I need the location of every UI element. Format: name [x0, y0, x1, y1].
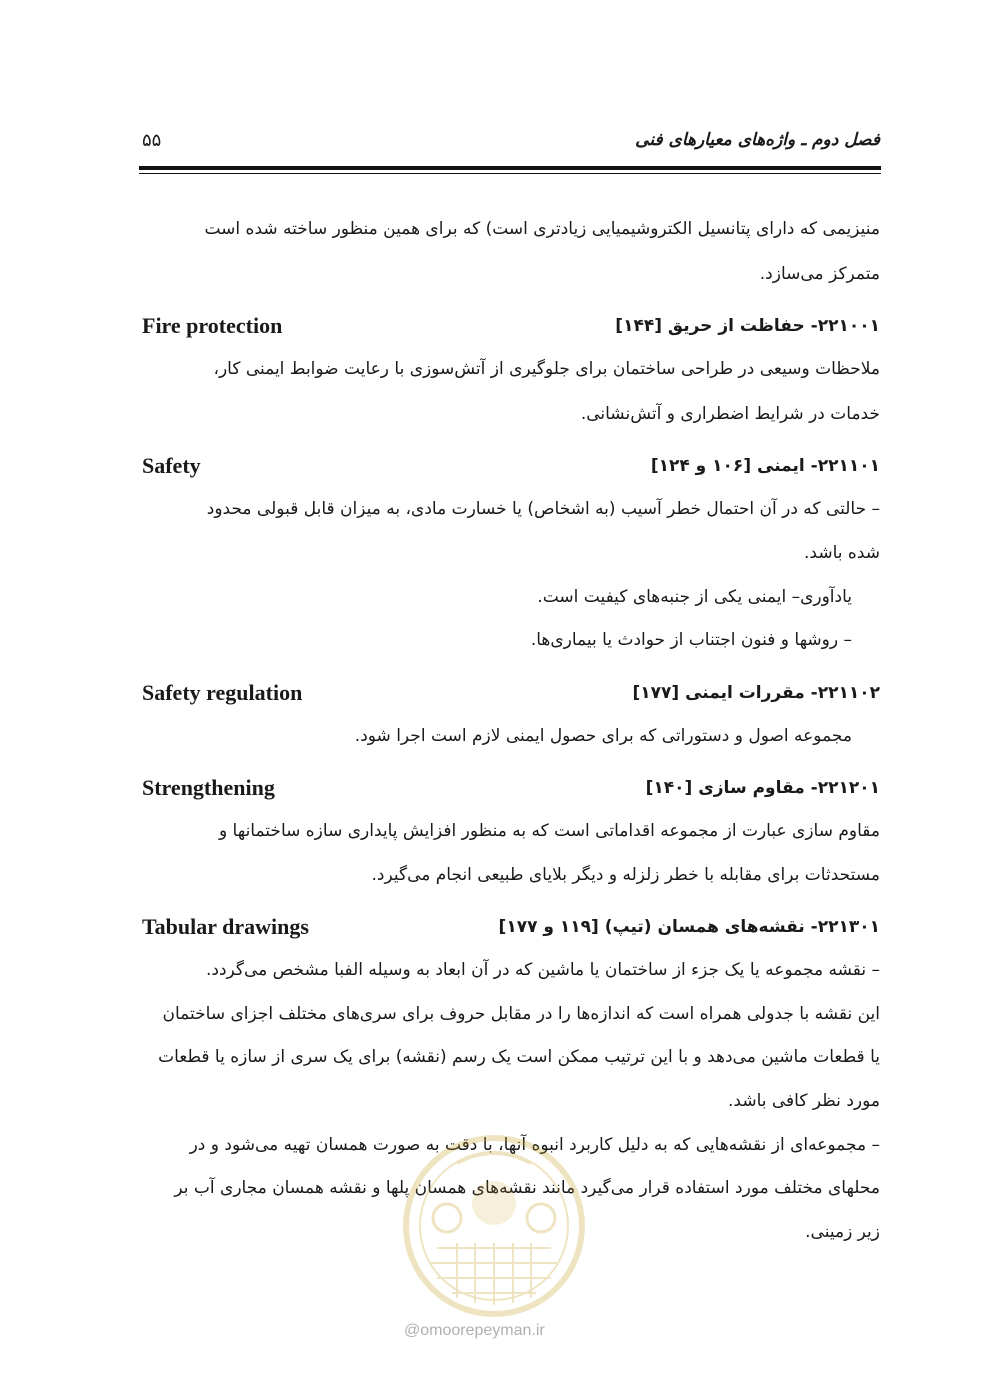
tabular-line-2: این نقشه با جدولی همراه است که اندازه‌ها را در مقابل حروف برای سری‌های مختلف اجزای ساختمان [162, 1004, 880, 1024]
english-tabular-drawings: Tabular drawings [142, 914, 309, 939]
tabular-line-7: زیر زمینی. [805, 1222, 880, 1242]
tabular-line-6: محلهای مختلف مورد استفاده قرار می‌گیرد مانند نقشه‌های همسان پلها و نقشه همسان مجاری آب بر [174, 1178, 880, 1198]
term-safety-regulation: ۲۲۱۱۰۲- مقررات ایمنی [۱۷۷] [632, 683, 880, 703]
term-strengthening: ۲۲۱۲۰۱- مقاوم سازی [۱۴۰] [645, 778, 880, 798]
header-rule-thick [139, 166, 881, 170]
intro-line-1: منیزیمی که دارای پتانسیل الکتروشیمیایی زیادتری است) که برای همین منظور ساخته شده است [204, 219, 880, 239]
term-safety: ۲۲۱۱۰۱- ایمنی [۱۰۶ و ۱۲۴] [650, 456, 880, 476]
tabular-line-1: – نقشه مجموعه یا یک جزء از ساختمان یا ماشین که در آن ابعاد به وسیله الفبا مشخص می‌گردد. [205, 960, 880, 980]
english-fire-protection: Fire protection [142, 313, 283, 338]
term-tabular-drawings: ۲۲۱۳۰۱- نقشه‌های همسان (تیپ) [۱۱۹ و ۱۷۷] [498, 917, 880, 937]
term-fire-protection: ۲۲۱۰۰۱- حفاظت از حریق [۱۴۴] [615, 316, 880, 336]
strengthening-line-2: مستحدثات برای مقابله با خطر زلزله و دیگر بلایای طبیعی انجام می‌گیرد. [371, 865, 880, 885]
safety-note: یادآوری– ایمنی یکی از جنبه‌های کیفیت است. [537, 587, 852, 607]
fire-protection-line-2: خدمات در شرایط اضطراری و آتش‌نشانی. [580, 404, 880, 424]
safety-line-1: – حالتی که در آن احتمال خطر آسیب (به اشخاص) یا خسارت مادی، به میزان قابل قبولی محدود [206, 499, 880, 519]
safety-line-2: شده باشد. [804, 543, 880, 563]
strengthening-line-1: مقاوم سازی عبارت از مجموعه اقداماتی است که به منظور افزایش پایداری سازه ساختمانها و [218, 821, 880, 841]
intro-line-2: متمرکز می‌سازد. [759, 264, 880, 284]
page-number: ۵۵ [142, 130, 162, 151]
tabular-line-3: یا قطعات ماشین می‌دهد و با این ترتیب ممکن است یک رسم (نقشه) برای یک سری از سازه یا قطعات [158, 1047, 880, 1067]
safety-line-4: – روشها و فنون اجتناب از حوادث یا بیماری‌ها. [530, 630, 852, 650]
tabular-line-4: مورد نظر کافی باشد. [728, 1091, 880, 1111]
tabular-line-5: – مجموعه‌ای از نقشه‌هایی که به دلیل کاربرد انبوه آنها، با دقت به صورت همسان تهیه می‌شود و در [189, 1135, 880, 1155]
header-rule-thin [139, 173, 881, 174]
fire-protection-line-1: ملاحظات وسیعی در طراحی ساختمان برای جلوگیری از آتش‌سوزی با رعایت ضوابط ایمنی کار، [213, 359, 880, 379]
english-safety: Safety [142, 453, 201, 478]
english-strengthening: Strengthening [142, 775, 275, 800]
safety-regulation-line-1: مجموعه اصول و دستوراتی که برای حصول ایمنی لازم است اجرا شود. [354, 726, 852, 746]
watermark-site-text: @omoorepeyman.ir [404, 1322, 545, 1339]
watermark-seal-icon [397, 1133, 591, 1319]
chapter-title: فصل دوم ـ واژه‌های معیارهای فنی [635, 130, 880, 150]
english-safety-regulation: Safety regulation [142, 680, 303, 705]
